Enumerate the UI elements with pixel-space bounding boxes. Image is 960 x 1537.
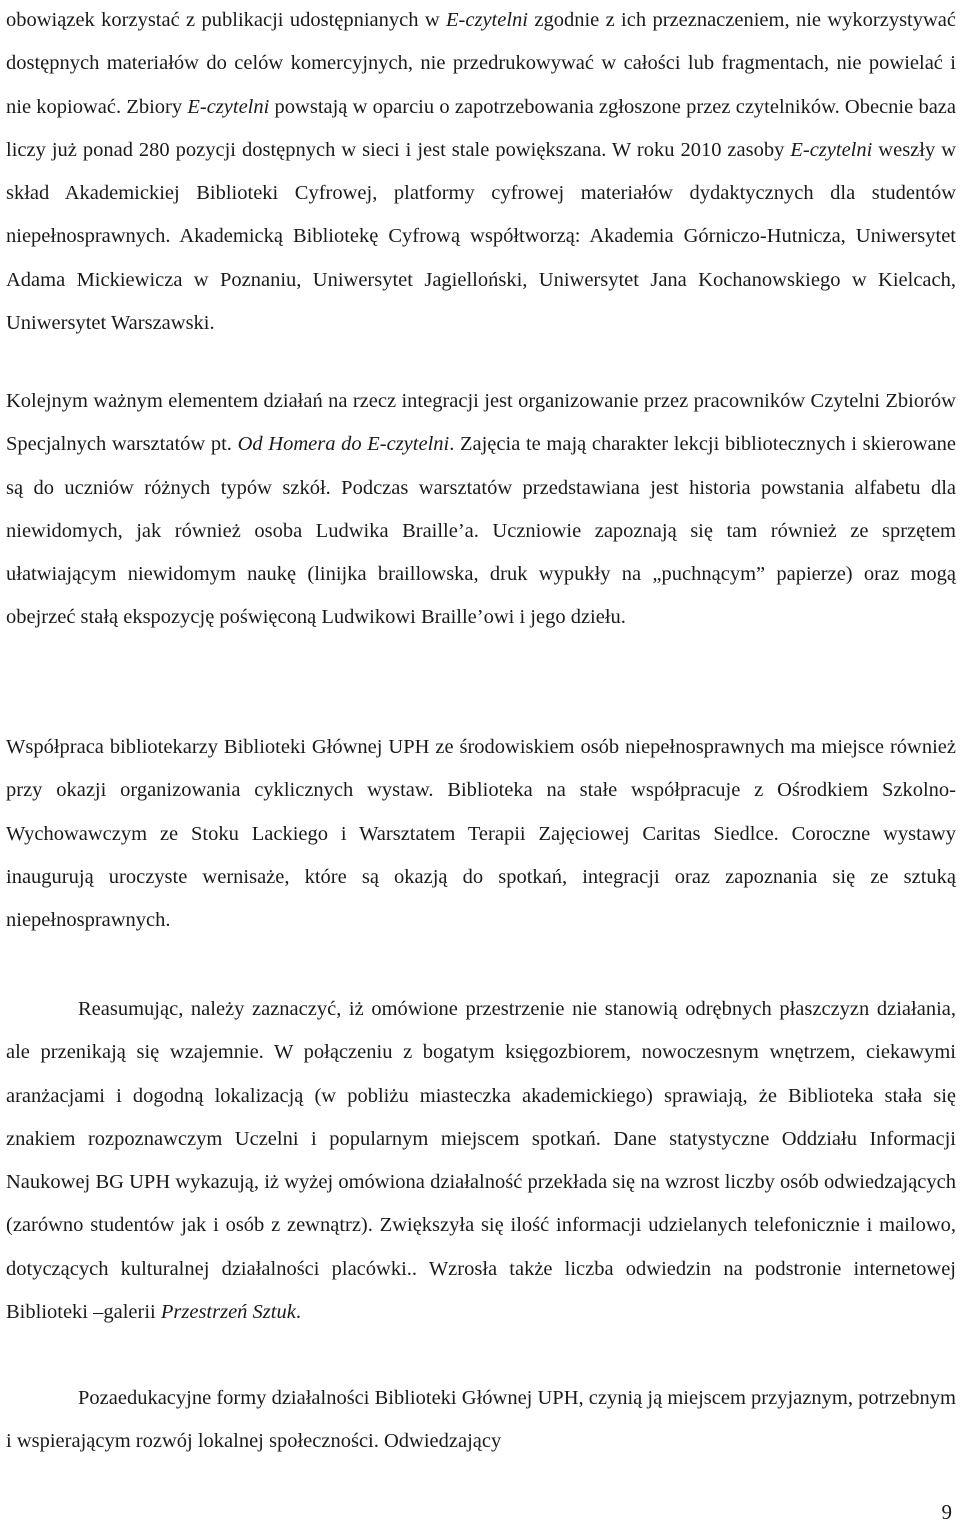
text-segment: obowiązek korzystać z publikacji udostępnianych w xyxy=(6,9,447,31)
paragraph-text xyxy=(6,726,956,942)
italic-text-segment: E-czytelni xyxy=(790,138,873,161)
text-segment: zgodnie z ich przeznaczeniem, nie wykorzystywać dostępnych materiałów do celów komercyjnych, nie przedrukowywać w całości lub fragmentach, nie powielać i nie kopiować. Zbiory xyxy=(6,9,956,118)
paragraph-text xyxy=(6,380,956,640)
paragraph-summary xyxy=(6,988,956,1334)
paragraph-conclusion xyxy=(6,1377,956,1464)
paragraph-workshops xyxy=(6,380,956,640)
text-segment: powstają w oparciu o zapotrzebowania zgłoszone przez czytelników. Obecnie baza liczy już ponad 280 pozycji dostępnych w sieci i jest stale powiększana. W roku 2010 zasoby xyxy=(6,95,956,161)
paragraph-text xyxy=(6,988,956,1334)
italic-text-segment: Przestrzeń Sztuk xyxy=(160,1301,296,1324)
text-segment: . xyxy=(295,1301,301,1324)
text-segment: weszły w skład Akademickiej Biblioteki Cyfrowej, platformy cyfrowej materiałów dydaktycznych dla studentów niepełnosprawnych. Akademicką Bibliotekę Cyfrową współtworzą: Akademia Górniczo-Hutnicza, Uniwersytet Adama Mickiewicza w Poznaniu, Uniwersytet Jagielloński, Uniwersytet Jana Kochanowskiego w Kielcach, Uniwersytet Warszawski. xyxy=(6,138,957,335)
paragraph-text xyxy=(6,0,956,345)
paragraph-e-czytelni xyxy=(6,0,956,345)
text-segment: . Zajęcia te mają charakter lekcji bibliotecznych i skierowane są do uczniów różnych typów szkół. Podczas warsztatów przedstawiana jest historia powstania alfabetu dla niewidomych, jak również osoba Ludwika Braille’a. Uczniowie zapoznają się tam również ze sprzętem ułatwiającym niewidomym naukę (linijka braillowska, druk wypukły na „puchnącym” papierze) oraz mogą obejrzeć stałą ekspozycję poświęconą Ludwikowi Braille’owi i jego dziełu. xyxy=(6,433,956,629)
italic-text-segment: Od Homera do E-czytelni xyxy=(237,433,450,456)
italic-text-segment: E-czytelni xyxy=(446,9,528,31)
paragraph-text xyxy=(6,1377,956,1464)
paragraph-cooperation xyxy=(6,726,956,942)
text-segment: Reasumując, należy zaznaczyć, iż omówione przestrzenie nie stanowią odrębnych płaszczyzn działania, ale przenikają się wzajemnie. W połączeniu z bogatym księgozbiorem, nowoczesnym wnętrzem, ciekawymi aranżacjami i dogodną lokalizacją (w pobliżu miasteczka akademickiego) sprawiają, że Biblioteka stała się znakiem rozpoznawczym Uczelni i popularnym miejscem spotkań. Dane statystyczne Oddziału Informacji Naukowej BG UPH wykazują, iż wyżej omówiona działalność przekłada się na wzrost liczby osób odwiedzających (zarówno studentów jak i osób z zewnątrz). Zwiększyła się ilość informacji udzielanych telefonicznie i mailowo, dotyczących kulturalnej działalności placówki.. Wzrosła także liczba odwiedzin na podstronie internetowej Biblioteki –galerii xyxy=(6,998,956,1324)
text-segment: Pozaedukacyjne formy działalności Biblioteki Głównej UPH, czynią ją miejscem przyjaznym, potrzebnym i wspierającym rozwój lokalnej społeczności. Odwiedzający xyxy=(6,1387,956,1453)
italic-text-segment: E-czytelni xyxy=(187,95,270,118)
text-segment: Kolejnym ważnym elementem działań na rzecz integracji jest organizowanie przez pracowników Czytelni Zbiorów Specjalnych warsztatów pt. xyxy=(6,390,956,456)
page-number: 9 xyxy=(941,1500,952,1524)
text-segment: Współpraca bibliotekarzy Biblioteki Głównej UPH ze środowiskiem osób niepełnosprawnych ma miejsce również przy okazji organizowania cyklicznych wystaw. Biblioteka na stałe współpracuje z Ośrodkiem Szkolno-Wychowawczym ze Stoku Lackiego i Warsztatem Terapii Zajęciowej Caritas Siedlce. Coroczne wystawy inaugurują uroczyste wernisaże, które są okazją do spotkań, integracji oraz zapoznania się ze sztuką niepełnosprawnych. xyxy=(6,736,956,932)
